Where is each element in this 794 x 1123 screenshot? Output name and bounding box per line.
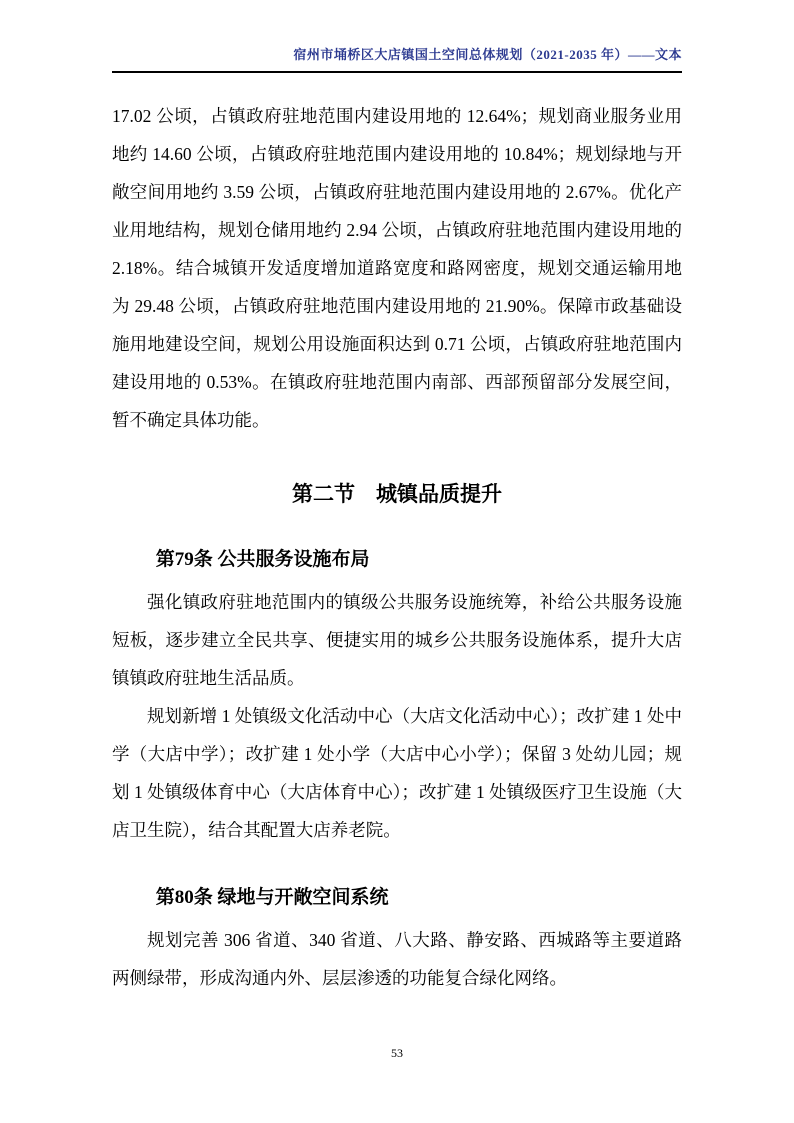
article-80-heading: 第80条 绿地与开敞空间系统 bbox=[155, 887, 389, 908]
header-divider-rule bbox=[112, 71, 682, 73]
article-79-heading: 第79条 公共服务设施布局 bbox=[155, 549, 370, 570]
document-header-title: 宿州市埇桥区大店镇国土空间总体规划（2021-2035 年）——文本 bbox=[293, 47, 682, 62]
article-79-paragraph-1: 强化镇政府驻地范围内的镇级公共服务设施统筹，补给公共服务设施短板，逐步建立全民共享、便捷实用的城乡公共服务设施体系，提升大店镇镇政府驻地生活品质。 bbox=[112, 592, 682, 688]
section-heading: 第二节 城镇品质提升 bbox=[292, 482, 502, 506]
article-79-paragraph-2: 规划新增 1 处镇级文化活动中心（大店文化活动中心）；改扩建 1 处中学（大店中学）；改扩建 1 处小学（大店中心小学）；保留 3 处幼儿园；规划 1 处镇级体育中心（大店体育中心）；改扩建 1 处镇级医疗卫生设施（大店卫生院），结合其配置大店养老院。 bbox=[112, 706, 682, 840]
article-80-paragraph-1: 规划完善 306 省道、340 省道、八大路、静安路、西城路等主要道路两侧绿带，形成沟通内外、层层渗透的功能复合绿化网络。 bbox=[112, 930, 682, 988]
continuation-paragraph: 17.02 公顷，占镇政府驻地范围内建设用地的 12.64%；规划商业服务业用地约 14.60 公顷，占镇政府驻地范围内建设用地的 10.84%；规划绿地与开敞空间用地约 3.59 公顷，占镇政府驻地范围内建设用地的 2.67%。优化产业用地结构，规划仓储用地约 2.94 公顷，占镇政府驻地范围内建设用地的 2.18%。结合城镇开发适度增加道路宽度和路网密度，规划交通运输用地为 29.48 公顷，占镇政府驻地范围内建设用地的 21.90%。保障市政基础设施用地建设空间，规划公用设施面积达到 0.71 公顷，占镇政府驻地范围内建设用地的 0.53%。在镇政府驻地范围内南部、西部预留部分发展空间，暂不确定具体功能。 bbox=[112, 106, 682, 430]
page-header bbox=[112, 0, 682, 73]
document-body bbox=[112, 97, 682, 997]
page-number: 53 bbox=[391, 1046, 403, 1060]
